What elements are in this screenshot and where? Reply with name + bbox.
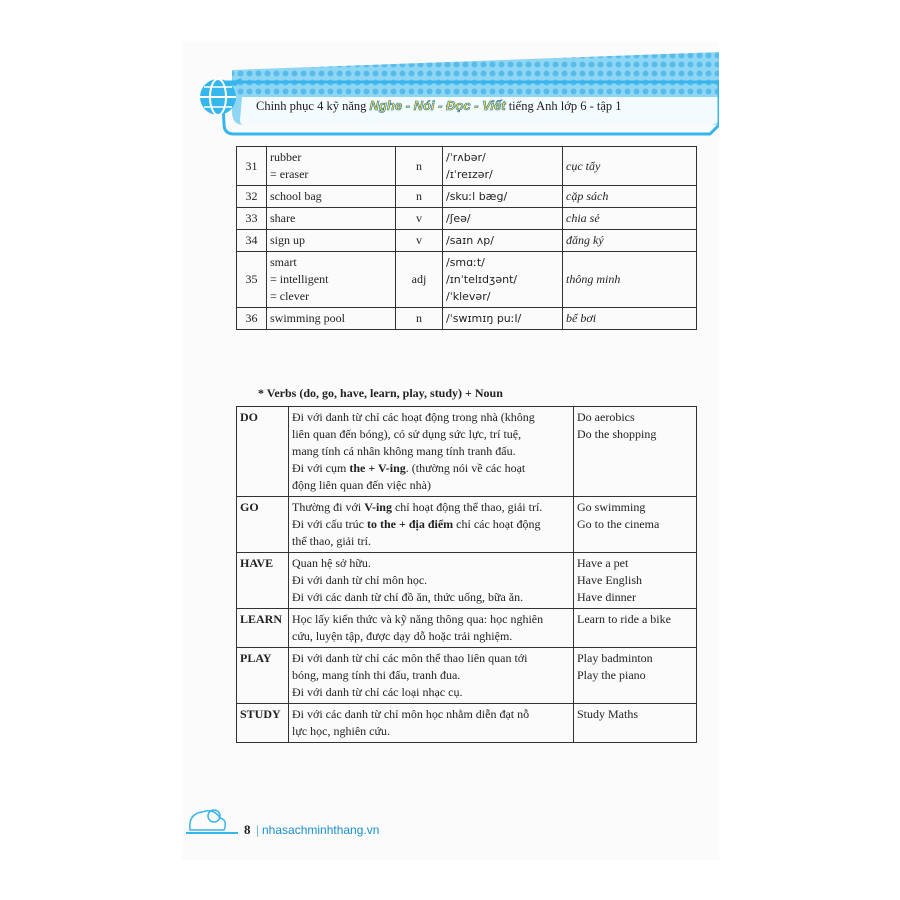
table-row	[237, 497, 697, 553]
vocab-ipa: /ˈrʌbər/	[446, 151, 486, 164]
verb-example: Have dinner	[577, 590, 636, 604]
verb-example: Do aerobics	[577, 410, 635, 424]
vocab-ipa: /smɑːt/	[446, 256, 485, 269]
vocab-ipa-cell	[443, 147, 563, 186]
vocab-number: 36	[237, 308, 267, 330]
header-title	[256, 98, 622, 114]
verb-description-line: Đi với cụm the + V-ing. (thường nói về các hoạt	[292, 461, 526, 475]
table-row	[237, 208, 697, 230]
elephant-mascot-icon	[184, 802, 240, 838]
bold-term: V-ing	[364, 500, 392, 514]
vocab-ipa-cell	[443, 208, 563, 230]
table-row	[237, 609, 697, 648]
verb-name: DO	[237, 407, 289, 497]
vocab-ipa: /ˈklevər/	[446, 290, 491, 303]
vocab-word: = clever	[270, 289, 310, 303]
vocabulary-table	[236, 146, 697, 330]
verb-description-line: Đi với các danh từ chỉ đồ ăn, thức uống, bữa ăn.	[292, 590, 524, 604]
verb-description-line: liên quan đến bóng), có sử dụng sức lực, trí tuệ,	[292, 427, 522, 441]
vocab-word: = eraser	[270, 167, 309, 181]
vocab-number: 33	[237, 208, 267, 230]
verb-example: Learn to ride a bike	[577, 612, 671, 626]
vocab-ipa: /ˈswɪmɪŋ puːl/	[446, 312, 522, 325]
verb-examples-cell	[574, 497, 697, 553]
vocab-ipa: /ɪˈreɪzər/	[446, 168, 493, 181]
vocab-part-of-speech: n	[396, 186, 443, 208]
verb-description-line: bóng, mang tính thi đấu, tranh đua.	[292, 668, 461, 682]
bold-term: the + V-ing	[349, 461, 406, 475]
table-row	[237, 407, 697, 497]
header-title-suffix: tiếng Anh lớp 6 - tập 1	[508, 99, 622, 113]
vocab-meaning: thông minh	[563, 252, 697, 308]
verb-examples-cell	[574, 407, 697, 497]
verb-description-line: động liên quan đến việc nhà)	[292, 478, 431, 492]
table-row	[237, 230, 697, 252]
verb-examples-cell	[574, 704, 697, 743]
vocab-ipa: /ʃeə/	[446, 212, 471, 225]
vocab-word-cell	[267, 186, 396, 208]
verb-name: LEARN	[237, 609, 289, 648]
verb-name: STUDY	[237, 704, 289, 743]
vocab-word-cell	[267, 308, 396, 330]
verb-example: Play badminton	[577, 651, 653, 665]
verb-description-cell	[289, 407, 574, 497]
verb-description-line: Học lấy kiến thức và kỹ năng thông qua: học nghiên	[292, 612, 544, 626]
vocab-word: rubber	[270, 150, 302, 164]
vocab-number: 32	[237, 186, 267, 208]
vocab-meaning: chia sẻ	[563, 208, 697, 230]
vocab-word-cell	[267, 252, 396, 308]
vocab-ipa: /ɪnˈtelɪdʒənt/	[446, 273, 518, 286]
verb-name: PLAY	[237, 648, 289, 704]
vocab-meaning: bể bơi	[563, 308, 697, 330]
vocab-ipa-cell	[443, 186, 563, 208]
vocab-ipa-cell	[443, 230, 563, 252]
verb-description-line: Quan hệ sở hữu.	[292, 556, 371, 570]
verb-description-line: Đi với danh từ chỉ các hoạt động trong nhà (không	[292, 410, 535, 424]
globe-plane-icon	[196, 74, 246, 120]
vocab-ipa-cell	[443, 252, 563, 308]
verb-example: Do the shopping	[577, 427, 657, 441]
verb-description-line: lực học, nghiên cứu.	[292, 724, 390, 738]
vocab-number: 35	[237, 252, 267, 308]
verb-description-line: Thường đi với V-ing chỉ hoạt động thể thao, giải trí.	[292, 500, 543, 514]
vocab-meaning: cục tẩy	[563, 147, 697, 186]
vocab-word: = intelligent	[270, 272, 329, 286]
vocab-ipa: /skuːl bæg/	[446, 190, 508, 203]
verb-examples-cell	[574, 609, 697, 648]
table-row	[237, 648, 697, 704]
verb-description-line: Đi với danh từ chỉ các môn thể thao liên quan tới	[292, 651, 528, 665]
vocab-meaning: đăng ký	[563, 230, 697, 252]
vocab-part-of-speech: v	[396, 230, 443, 252]
vocab-number: 31	[237, 147, 267, 186]
verb-examples-cell	[574, 648, 697, 704]
verb-description-cell	[289, 704, 574, 743]
verb-example: Go to the cinema	[577, 517, 660, 531]
header-title-prefix: Chinh phục 4 kỹ năng	[256, 99, 367, 113]
vocab-ipa: /saɪn ʌp/	[446, 234, 494, 247]
page-number: 8	[244, 822, 251, 837]
header-title-highlight: Nghe - Nói - Đọc - Viết	[369, 98, 506, 113]
vocab-part-of-speech: n	[396, 308, 443, 330]
verb-example: Have English	[577, 573, 642, 587]
vocab-ipa-cell	[443, 308, 563, 330]
verb-description-line: Đi với cấu trúc to the + địa điểm chỉ các hoạt động	[292, 517, 541, 531]
verb-description-line: Đi với các danh từ chỉ môn học nhằm diễn đạt nỗ	[292, 707, 530, 721]
verb-description-line: mang tính cá nhân không mang tính tranh đấu.	[292, 444, 516, 458]
footer-separator: |	[256, 822, 259, 837]
vocab-word-cell	[267, 230, 396, 252]
table-row	[237, 252, 697, 308]
bold-term: to the + địa điểm	[367, 517, 454, 531]
vocab-word: school bag	[270, 189, 322, 203]
verb-description-line: Đi với danh từ chỉ môn học.	[292, 573, 428, 587]
vocab-word: smart	[270, 255, 297, 269]
table-row	[237, 186, 697, 208]
verbs-note: * Verbs (do, go, have, learn, play, study) + Noun	[258, 386, 503, 400]
vocab-word: sign up	[270, 233, 306, 247]
verb-description-cell	[289, 497, 574, 553]
vocab-part-of-speech: n	[396, 147, 443, 186]
verb-name: GO	[237, 497, 289, 553]
table-row	[237, 308, 697, 330]
verb-description-line: cứu, luyện tập, được dạy dỗ hoặc trải nghiệm.	[292, 629, 513, 643]
vocab-word-cell	[267, 208, 396, 230]
verb-example: Have a pet	[577, 556, 629, 570]
verb-example: Go swimming	[577, 500, 646, 514]
verb-description-line: Đi với danh từ chỉ các loại nhạc cụ.	[292, 685, 463, 699]
verb-name: HAVE	[237, 553, 289, 609]
vocab-part-of-speech: v	[396, 208, 443, 230]
vocab-part-of-speech: adj	[396, 252, 443, 308]
verb-description-line: thể thao, giải trí.	[292, 534, 371, 548]
verb-example: Play the piano	[577, 668, 646, 682]
footer-website: nhasachminhthang.vn	[262, 823, 380, 837]
vocab-meaning: cặp sách	[563, 186, 697, 208]
verb-description-cell	[289, 553, 574, 609]
vocab-word: swimming pool	[270, 311, 346, 325]
verb-description-cell	[289, 648, 574, 704]
table-row	[237, 553, 697, 609]
vocab-word: share	[270, 211, 296, 225]
verb-examples-cell	[574, 553, 697, 609]
table-row	[237, 704, 697, 743]
verb-example: Study Maths	[577, 707, 639, 721]
verb-description-cell	[289, 609, 574, 648]
verb-noun-table	[236, 406, 697, 743]
vocab-word-cell	[267, 147, 396, 186]
table-row	[237, 147, 697, 186]
vocab-number: 34	[237, 230, 267, 252]
